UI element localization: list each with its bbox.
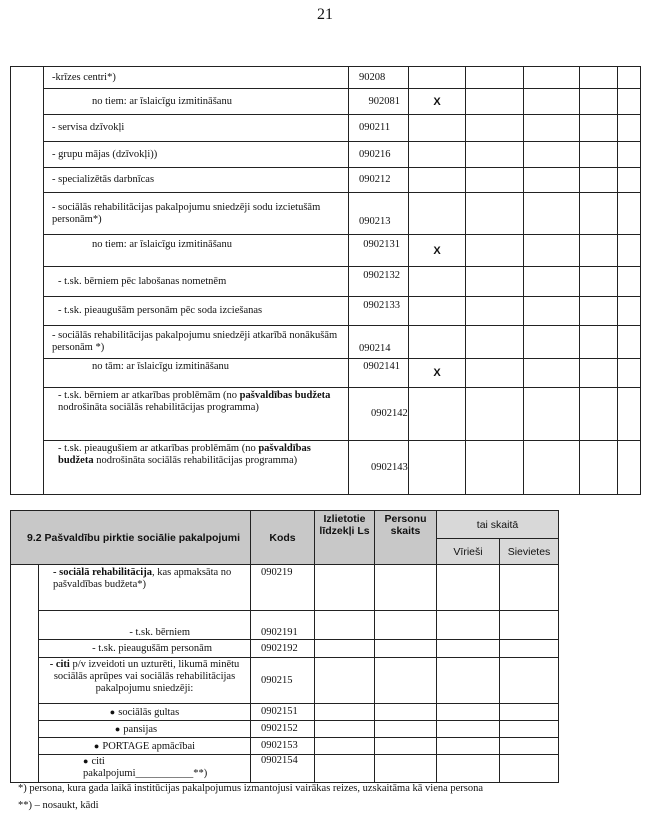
- row-code: 0902143: [349, 441, 409, 495]
- x-mark: [409, 67, 466, 89]
- row-code: 090216: [349, 142, 409, 168]
- table-row: [11, 142, 641, 168]
- x-mark: [409, 441, 466, 495]
- row-label: no tām: ar īslaicīgu izmitināšanu: [44, 359, 349, 388]
- row-label: no tiem: ar īslaicīgu izmitināšanu: [44, 89, 349, 115]
- row-label: ● sociālās gultas: [39, 704, 251, 721]
- row-label: - t.sk. pieaugušiem ar atkarības problēmām (no pašvaldības budžeta nodrošināta sociālās rehabilitācijas programma): [44, 441, 349, 495]
- row-label: - servisa dzīvokļi: [44, 115, 349, 142]
- row-label: - sociālās rehabilitācijas pakalpojumu sniedzēji atkarībā nonākušām personām *): [44, 326, 349, 359]
- row-code: 0902153: [251, 738, 315, 755]
- table-row: [11, 193, 641, 235]
- x-mark: [409, 297, 466, 326]
- table-row: [11, 168, 641, 193]
- row-label: - t.sk. bērniem pēc labošanas nometnēm: [44, 267, 349, 297]
- row-code: 090214: [349, 326, 409, 359]
- row-code: 0902151: [251, 704, 315, 721]
- table-row: [11, 267, 641, 297]
- row-code: 0902154: [251, 755, 315, 783]
- row-code: 090211: [349, 115, 409, 142]
- table-row: [11, 755, 559, 783]
- row-label: - sociālā rehabilitācija, kas apmaksāta no pašvaldības budžeta*): [39, 565, 251, 611]
- row-label: -krīzes centri*): [44, 67, 349, 89]
- col-header-of-which: tai skaitā: [437, 511, 559, 539]
- footnote-2: **) – nosaukt, kādi: [18, 800, 99, 811]
- table-row: [11, 89, 641, 115]
- table-row: [11, 326, 641, 359]
- table-row: [11, 565, 559, 611]
- row-label: ● citi pakalpojumi___________**): [39, 755, 251, 783]
- x-mark: [409, 267, 466, 297]
- table-row: [11, 115, 641, 142]
- x-mark: X: [409, 235, 466, 267]
- row-label: ● pansijas: [39, 721, 251, 738]
- row-label: - t.sk. pieaugušām personām: [39, 640, 251, 658]
- footnote-1: *) persona, kura gada laikā institūcijas pakalpojumus izmantojusi vairākas reizes, uzskaitāma kā viena persona: [18, 783, 484, 794]
- row-code: 090215: [251, 658, 315, 704]
- col-header-persons: Personu skaits: [375, 511, 437, 565]
- row-label: - sociālās rehabilitācijas pakalpojumu sniedzēji sodu izcietušām personām*): [44, 193, 349, 235]
- row-code: 0902132: [349, 267, 409, 297]
- x-mark: [409, 388, 466, 441]
- col-header-spent: Izlietotie līdzekļi Ls: [315, 511, 375, 565]
- row-code: 090213: [349, 193, 409, 235]
- table-row: [11, 658, 559, 704]
- row-code: 0902141: [349, 359, 409, 388]
- table-row: [11, 640, 559, 658]
- row-code: 090212: [349, 168, 409, 193]
- col-header-code: Kods: [251, 511, 315, 565]
- row-label: - specializētās darbnīcas: [44, 168, 349, 193]
- row-label: ● PORTAGE apmācībai: [39, 738, 251, 755]
- purchased-services-table: [10, 510, 559, 783]
- table-row: [11, 67, 641, 89]
- page-number: 21: [317, 6, 333, 23]
- row-code: 090219: [251, 565, 315, 611]
- table-row: [11, 704, 559, 721]
- table-row: [11, 388, 641, 441]
- x-mark: [409, 168, 466, 193]
- x-mark: X: [409, 89, 466, 115]
- table-row: [11, 297, 641, 326]
- row-code: 0902191: [251, 611, 315, 640]
- table-row: [11, 721, 559, 738]
- x-mark: [409, 326, 466, 359]
- row-code: 0902192: [251, 640, 315, 658]
- row-code: 902081: [349, 89, 409, 115]
- row-code: 0902131: [349, 235, 409, 267]
- col-header-women: Sievietes: [500, 539, 559, 565]
- table-row: [11, 611, 559, 640]
- row-code: 0902133: [349, 297, 409, 326]
- x-mark: [409, 142, 466, 168]
- row-code: 0902152: [251, 721, 315, 738]
- table-row: [11, 441, 641, 495]
- table-row: [11, 235, 641, 267]
- x-mark: X: [409, 359, 466, 388]
- blank-margin-cell: [11, 565, 39, 783]
- section-title: 9.2 Pašvaldību pirktie sociālie pakalpojumi: [11, 511, 251, 565]
- row-label: - t.sk. pieaugušām personām pēc soda izciešanas: [44, 297, 349, 326]
- table-row: [11, 359, 641, 388]
- row-label: - t.sk. bērniem: [39, 611, 251, 640]
- row-code: 0902142: [349, 388, 409, 441]
- row-label: - citi p/v izveidoti un uzturēti, likumā minētu sociālās aprūpes vai sociālās rehabilitācijas pakalpojumu sniedzēji:: [39, 658, 251, 704]
- services-table-continued: [10, 66, 641, 495]
- x-mark: [409, 193, 466, 235]
- row-label: - t.sk. bērniem ar atkarības problēmām (no pašvaldības budžeta nodrošināta sociālās rehabilitācijas programma): [44, 388, 349, 441]
- blank-margin-cell: [11, 67, 44, 495]
- row-code: 90208: [349, 67, 409, 89]
- table-row: [11, 738, 559, 755]
- col-header-men: Vīrieši: [437, 539, 500, 565]
- table-header-row: [11, 511, 559, 539]
- x-mark: [409, 115, 466, 142]
- row-label: no tiem: ar īslaicīgu izmitināšanu: [44, 235, 349, 267]
- row-label: - grupu mājas (dzīvokļi)): [44, 142, 349, 168]
